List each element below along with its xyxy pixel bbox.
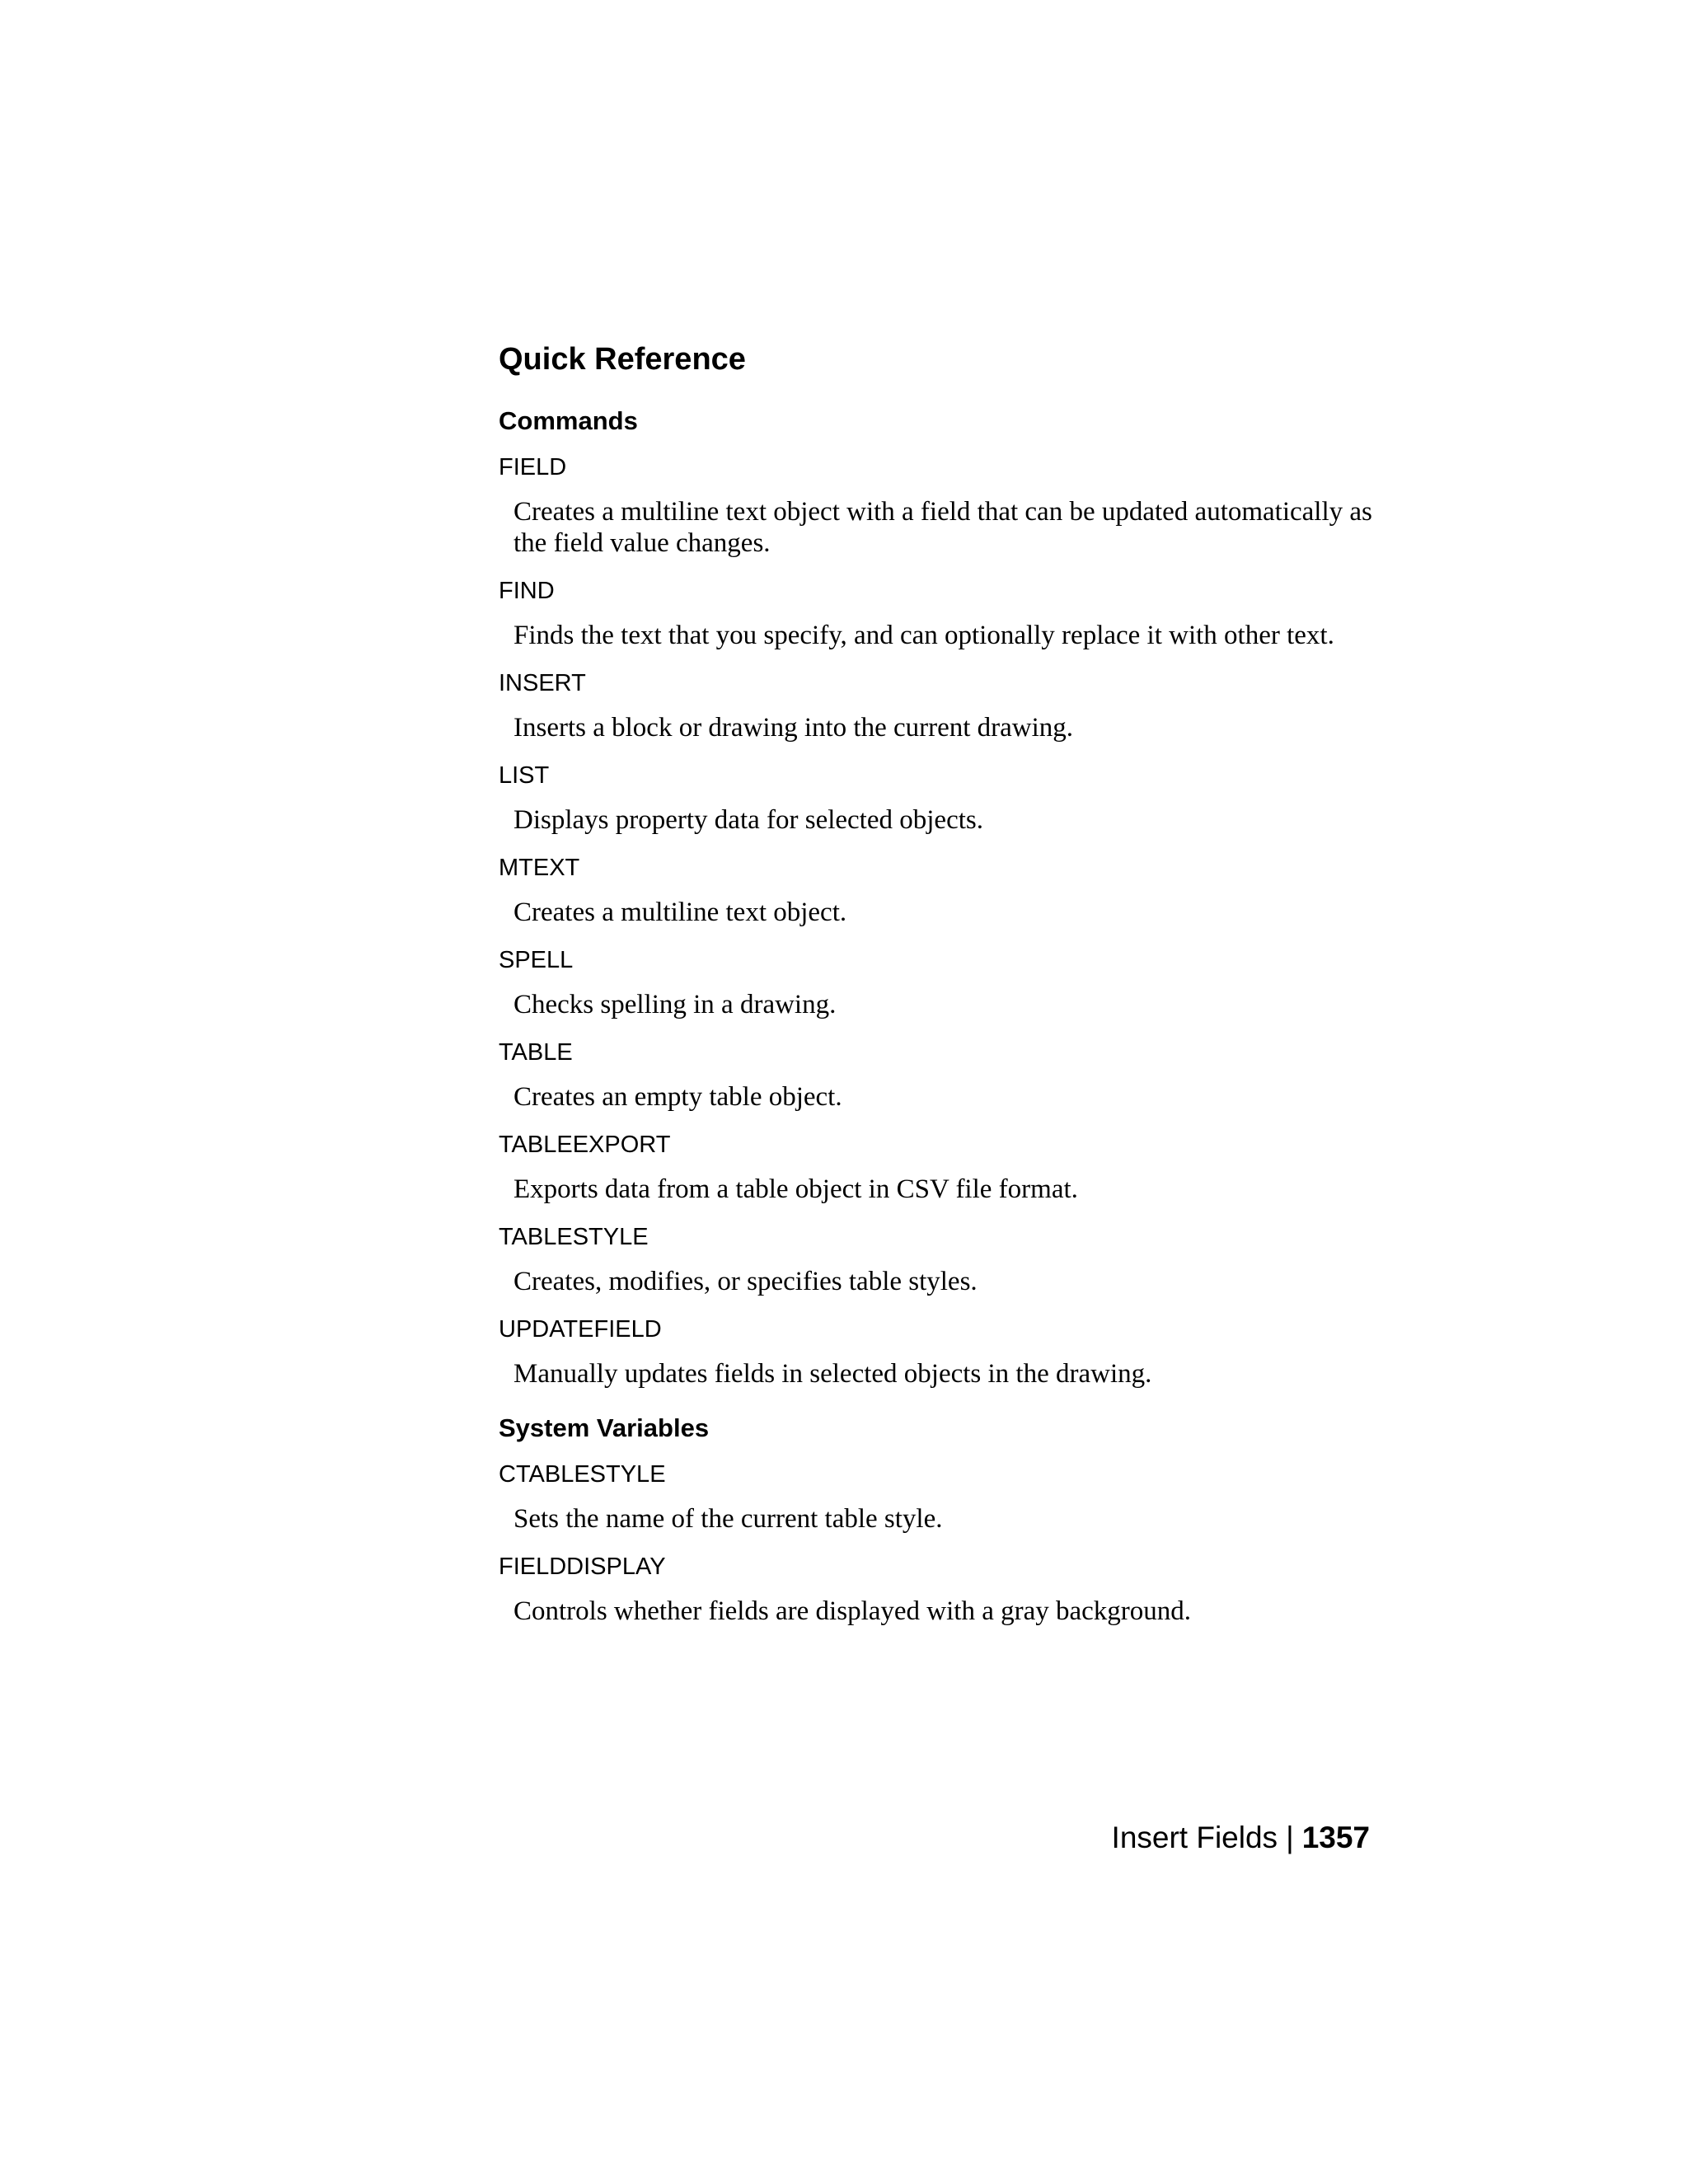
command-term: TABLEEXPORT	[499, 1132, 671, 1158]
system-variables-heading: System Variables	[499, 1413, 710, 1442]
command-description: Finds the text that you specify, and can optionally replace it with other text.	[513, 621, 1334, 650]
command-description: Displays property data for selected objects.	[513, 805, 983, 835]
command-term: TABLE	[499, 1039, 573, 1066]
command-description: Creates an empty table object.	[513, 1082, 842, 1112]
commands-heading: Commands	[499, 406, 638, 435]
command-term: INSERT	[499, 670, 586, 696]
command-entry-insert	[499, 664, 1372, 743]
page-content	[499, 338, 1372, 1640]
footer-section-title: Insert Fields	[1111, 1821, 1278, 1854]
command-entry-spell	[499, 941, 1372, 1020]
command-description: Checks spelling in a drawing.	[513, 990, 837, 1019]
sysvar-term: FIELDDISPLAY	[499, 1554, 666, 1580]
page-number: 1357	[1301, 1821, 1370, 1854]
command-entry-table	[499, 1033, 1372, 1113]
command-entry-mtext	[499, 849, 1372, 928]
command-term: MTEXT	[499, 855, 580, 881]
command-term: FIELD	[499, 454, 567, 480]
sysvar-entry-fielddisplay	[499, 1548, 1372, 1627]
command-description: Creates a multiline text object with a field that can be updated automatically as the field value changes.	[513, 497, 1372, 558]
command-entry-updatefield	[499, 1310, 1372, 1390]
sysvar-description: Sets the name of the current table style.	[513, 1504, 943, 1534]
command-description: Creates a multiline text object.	[513, 898, 847, 927]
command-term: UPDATEFIELD	[499, 1316, 662, 1343]
command-entry-list	[499, 757, 1372, 836]
command-entry-tablestyle	[499, 1218, 1372, 1297]
command-term: FIND	[499, 578, 555, 604]
sysvar-term: CTABLESTYLE	[499, 1461, 666, 1488]
sysvar-entry-ctablestyle	[499, 1455, 1372, 1535]
command-description: Inserts a block or drawing into the current drawing.	[513, 713, 1074, 743]
command-term: LIST	[499, 762, 550, 789]
sysvar-description: Controls whether fields are displayed with a gray background.	[513, 1596, 1192, 1626]
command-term: TABLESTYLE	[499, 1224, 649, 1250]
command-entry-find	[499, 572, 1372, 651]
command-entry-field	[499, 448, 1372, 559]
page-footer	[1112, 1817, 1370, 1858]
command-entry-tableexport	[499, 1126, 1372, 1205]
footer-separator: |	[1286, 1821, 1294, 1854]
command-description: Manually updates fields in selected objects in the drawing.	[513, 1359, 1152, 1389]
command-description: Creates, modifies, or specifies table styles.	[513, 1267, 978, 1296]
command-term: SPELL	[499, 947, 574, 973]
page-title: Quick Reference	[499, 342, 746, 377]
command-description: Exports data from a table object in CSV file format.	[513, 1174, 1078, 1204]
